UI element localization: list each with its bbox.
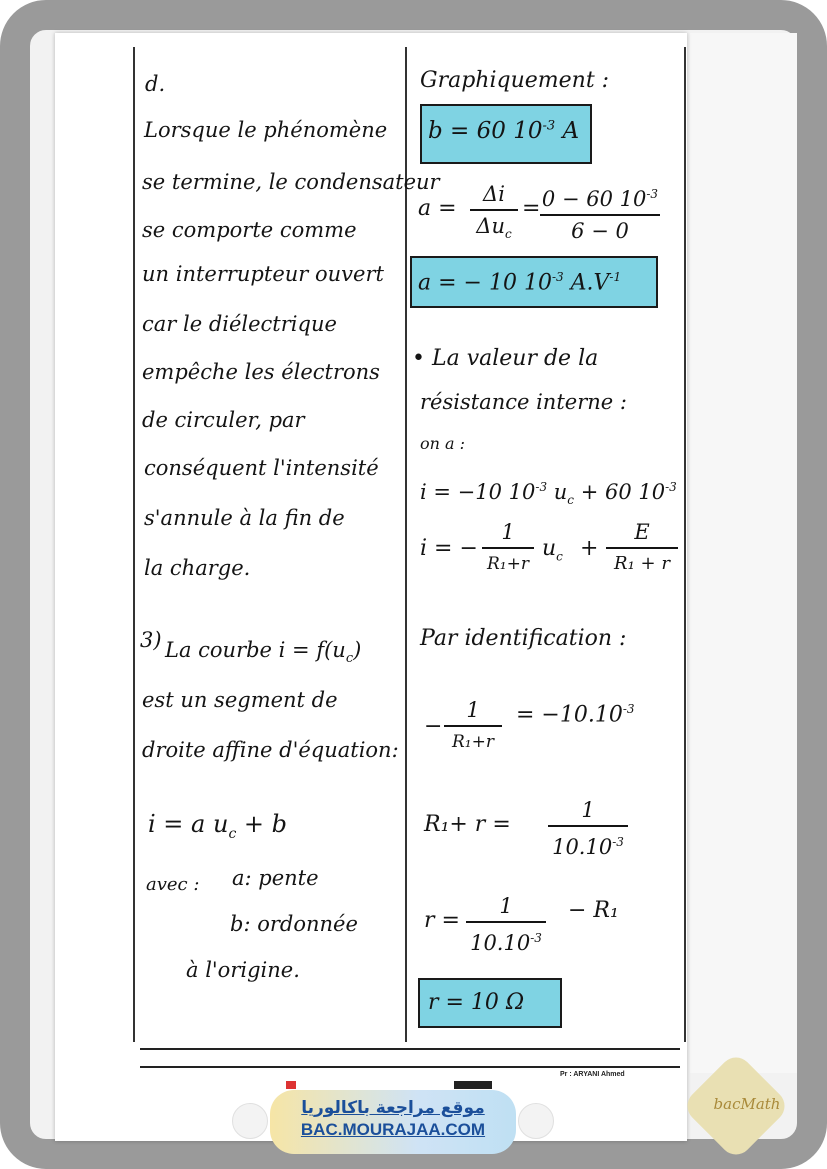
site-banner-arabic[interactable]: موقع مراجعة باكالوريا [301, 1098, 485, 1118]
current-equation-2-plus: + [580, 536, 599, 561]
paragraph-line-5: car le diélectrique [142, 312, 337, 336]
site-banner-url[interactable]: BAC.MOURAJAA.COM [300, 1120, 486, 1139]
paragraph-line-4: un interrupteur ouvert [142, 262, 384, 286]
identification-minus: − [424, 714, 443, 739]
part-d-label: d. [145, 72, 166, 96]
current-equation-2-uc: $u_c$ [542, 536, 563, 564]
r-lhs: r = [424, 908, 460, 933]
footer-red-strip [286, 1081, 296, 1089]
r-sum-fraction: 1 $10.10^{-3}$ [548, 796, 628, 861]
column-divider [405, 47, 407, 1042]
current-equation-1: i = −10 $10^{-3}$ $u_c + 60$ $10^{-3}$ [420, 480, 677, 508]
bacmath-logo-text: bacMath [713, 1095, 781, 1113]
equals-sign: = [522, 196, 541, 221]
a-fraction-2: 0 − 60 $10^{-3}$ 6 − 0 [541, 187, 659, 243]
question-3-label: 3) [140, 628, 162, 652]
affine-equation: i = a $u_c + b$ [148, 810, 288, 842]
footer-dark-strip [454, 1081, 492, 1089]
r-result: r = 10 Ω [428, 990, 525, 1015]
identification-fraction: 1 R₁+r [444, 696, 502, 756]
paragraph-line-8: conséquent l'intensité [144, 456, 379, 480]
paragraph-line-6: empêche les électrons [142, 360, 380, 384]
a-result: a = − 10 $10^{-3}$ $A.V^{-1}$ [418, 270, 622, 296]
resistance-title-1: • La valeur de la [412, 346, 599, 371]
a-definition: a: pente [232, 866, 319, 890]
paragraph-line-9: s'annule à la fin de [144, 506, 345, 530]
ad-logo-right [518, 1103, 554, 1139]
r-fraction: 1 $10.10^{-3}$ [466, 892, 546, 957]
right-border [684, 47, 686, 1042]
paragraph-line-3: se comporte comme [142, 218, 357, 242]
site-banner[interactable] [270, 1090, 516, 1154]
graph-title: Graphiquement : [420, 68, 610, 93]
identification-rhs: = $-10.10^{-3}$ [516, 702, 635, 728]
r-tail: − R₁ [568, 898, 619, 923]
current-equation-2-lhs: i = − [420, 536, 478, 561]
footer-rule-2 [140, 1066, 680, 1068]
author-credit: Pr : ARYANI Ahmed [560, 1071, 625, 1078]
r-sum-lhs: R₁+ r = [424, 812, 511, 837]
b-result: b = 60 $10^{-3}$ A [428, 118, 580, 144]
avec-label: avec : [146, 874, 200, 895]
a-fraction-1: Δi $\Delta u_c$ [470, 180, 518, 248]
paragraph-line-2: se termine, le condensateur [142, 170, 440, 194]
side-margin [690, 33, 797, 1073]
ad-logo-left [232, 1103, 268, 1139]
a-lhs: a = [418, 196, 457, 221]
paragraph-line-7: de circuler, par [142, 408, 305, 432]
current-equation-2-frac-1: 1 R₁+r [482, 518, 534, 578]
footer-rule-1 [140, 1048, 680, 1050]
resistance-title-2: résistance interne : [420, 390, 627, 414]
left-border [133, 47, 135, 1042]
paragraph-line-1: Lorsque le phénomène [144, 118, 388, 142]
current-equation-2-frac-2: E R₁ + r [606, 518, 678, 578]
question-3-line-2: est un segment de [142, 688, 338, 712]
b-definition: b: ordonnée [230, 912, 358, 936]
paragraph-line-10: la charge. [144, 556, 251, 580]
on-a-label: on a : [420, 434, 466, 453]
question-3-line-1: La courbe $i = f(u_c)$ [165, 638, 362, 667]
origin-text: à l'origine. [186, 958, 300, 982]
identification-title: Par identification : [420, 626, 627, 651]
question-3-line-3: droite affine d'équation: [142, 738, 399, 762]
